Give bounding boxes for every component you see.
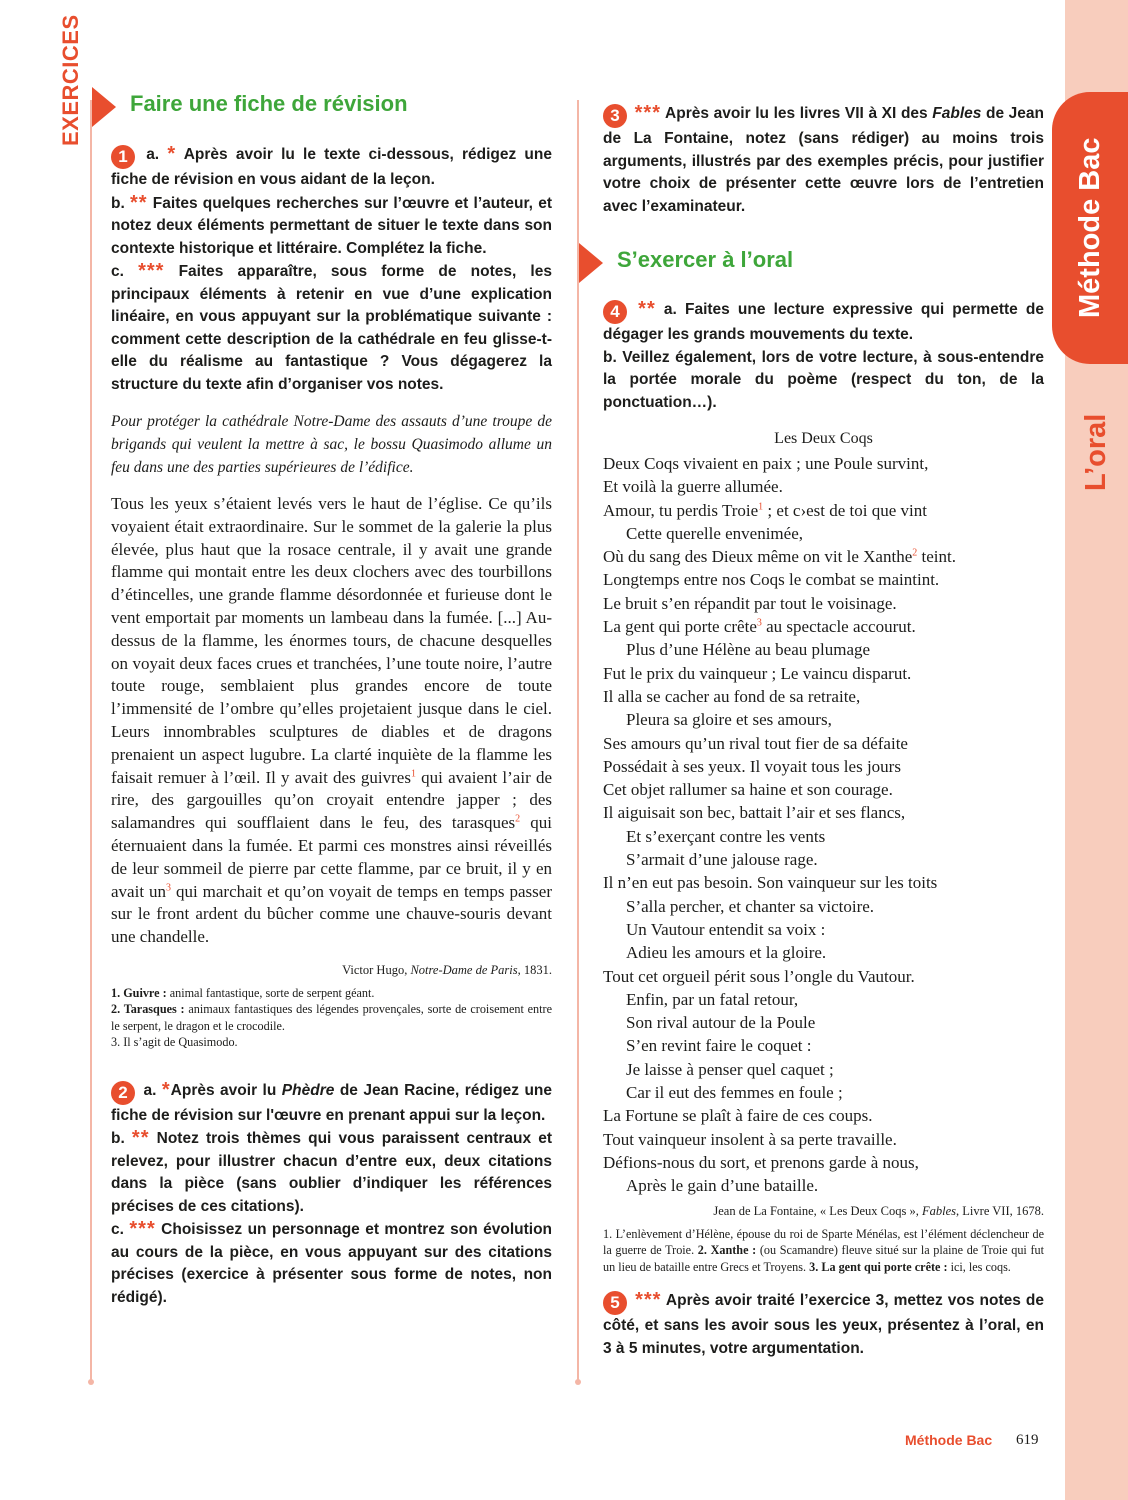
poem-line: Amour, tu perdis Troie$^1$ ; et c›est de toi que vint [603,500,927,520]
poem-line: S’armait d’une jalouse rage. [626,850,818,870]
poem-line: Je laisse à penser quel caquet ; [626,1059,834,1079]
difficulty-stars: ** [638,298,656,320]
poem-line: Adieu les amours et la gloire. [626,943,827,963]
exercise-5: 5 *** Après avoir traité l’exercice 3, mettez vos notes de côté, et sans les avoir sous les yeux, présentez à l’oral, en 3 à 5 minutes, votre argumentation. [603,1289,1045,1357]
poem-line: Plus d’une Hélène au beau plumage [626,640,871,660]
footnote-ref: 3 [166,881,171,893]
footnote-ref: 3 [756,617,762,629]
poem-title: Les Deux Coqs [774,430,873,447]
methode-bac-tab [1052,92,1128,364]
poem-line: Le bruit s’en répandit par tout le voisinage. [603,593,897,613]
exercise-3: 3 *** Après avoir lu les livres VII à XI des Fables de Jean de La Fontaine, notez (sans rédiger) au moins trois arguments, illustrés par des exemples précis, pour justifier votre choix de présenter cette œuvre lors de l’entretien avec l’examinateur. [603,102,1045,215]
methode-bac-label: Méthode Bac [1074,137,1106,319]
poem-line: Il alla se cacher au fond de sa retraite, [603,686,861,706]
poem-line: Un Vautour entendit sa voix : [626,919,826,939]
poem-line: Deux Coqs vivaient en paix ; une Poule survint, [603,454,929,473]
difficulty-stars: *** [129,1218,156,1241]
hugo-excerpt: Tous les yeux s’étaient levés vers le haut de l’église. Ce qu’ils voyaient était extraordinaire. Sur le sommet de la galerie la plus élevée, plus haut que la rosace centrale, il y avait une grande flamme qui montait entre les deux clochers avec des tourbillons d’étincelles, une grande flamme désordonnée et furieuse dont le vent emportait par moments un lambeau dans la fumée. [...] Au-dessus de la flamme, les énormes tours, de chacune desquelles on voyait deux faces crues et tranchées, l’une toute noire, l’autre toute rouge, semblaient plus grandes encore de toute l’immensité de l’ombre qu’elles projetaient jusque dans le ciel. Leurs innombrables sculptures de diables et de dragons prenaient un aspect lugubre. La clarté inquiète de la flamme les faisait remuer à l’œil. Il y avait des guivres$^1$ qui avaient l’air de rire, des gargouilles qu’on croyait entendre japper ; des salamandres qui soufflaient dans le feu, des tarasques$^2$ qui éternuaient dans la fumée. Et parmi ces monstres ainsi réveillés de leur sommeil de pierre par cette flamme, par ce bruit, il y en avait $un^3$ qui marchait et qu’on voyait de temps en temps passer sur le front ardent du bûcher comme une chauve-souris devant une chandelle. [111,494,552,947]
poem-line: La gent qui porte crête$^3$ au spectacle accourut. [603,617,916,637]
poem-line: Enfin, par un fatal retour, [626,989,799,1009]
exercise-number-badge: 4 [603,300,627,324]
footnote-ref: 1 [758,500,764,512]
poem [603,452,1044,1198]
poem-footnotes: 1. L’enlèvement d’Hélène, épouse du roi de Sparte Ménélas, est l’élément déclencheur de la guerre de Troie. 2. Xanthe : (ou Scamandre) fleuve situé sur la plaine de Troie qui fut un lieu de bataille entre Grecs et Troyens. 3. La gent qui porte crête : ici, les coqs. [603,1226,1044,1274]
exercices-label: EXERCICES [58,14,83,146]
exercise-number-badge: 2 [111,1081,135,1105]
section-arrow-icon [92,87,116,127]
footnote-ref: 1 [410,767,416,779]
poem-line: Où du sang des Dieux même on vit le Xanthe$^2$ teint. [603,547,956,567]
exercise-2: 2 a. *Après avoir lu Phèdre de Jean Racine, rédigez une fiche de révision sur l'œuvre en prenant appui sur la leçon. b. ** Notez trois thèmes qui vous paraissent centraux et relevez, pour illustrer chacun d’entre eux, deux citations dans la pièce (sans oublier d’indiquer les références précises de ces citations). c. *** Choisissez un personnage et montrez son évolution au cours de la pièce, en vous appuyant sur des citations précises (exercice à présenter sous forme de notes, non rédigé). [111,1078,553,1306]
oral-tab-label: L’oral [1080,413,1112,491]
poem-line: Et s’exerçant contre les vents [626,826,826,846]
right-column-oral [603,298,1044,1360]
middle-column-rule [577,100,579,1382]
difficulty-stars: ** [130,191,148,214]
exercise-number-badge: 5 [603,1291,627,1315]
poem-line: Défions-nous du sort, et prenons garde à nous, [603,1152,919,1172]
poem-line: Il aiguisait son bec, battait l’air et ses flancs, [603,803,906,823]
difficulty-stars: *** [634,102,661,124]
poem-line: Ses amours qu’un rival tout fier de sa défaite [603,733,908,753]
poem-line: Tout cet orgueil périt sous l’ongle du Vautour. [603,966,915,986]
left-column [111,143,552,1309]
poem-line: Cet objet rallumer sa haine et son courage. [603,780,893,800]
section-arrow-icon [579,243,603,283]
poem-line: Cette querelle envenimée, [626,523,803,543]
footnote-ref: 2 [515,813,521,825]
left-column-rule [90,100,92,1382]
poem-line: Tout vainqueur insolent à sa perte travaille. [603,1129,897,1149]
right-column [603,102,1044,218]
poem-line: Longtemps entre nos Coqs le combat se maintint. [603,570,940,590]
poem-source: Jean de La Fontaine, « Les Deux Coqs », Fables, Livre VII, 1678. [713,1203,1044,1218]
exercise-1: 1 a. * Après avoir lu le texte ci-dessous, rédigez une fiche de révision en vous aidant de la leçon. b. ** Faites quelques recherches sur l’œuvre et l’auteur, et notez deux éléments permettant de situer le texte dans son contexte historique et littéraire. Complétez la fiche. c. *** Faites apparaître, sous forme de notes, les principaux éléments à retenir en vue d’une explication linéaire, en vous appuyant sur la problématique suivante : comment cette description de la cathédrale en feu glisse-t-elle du réalisme au fantastique ? Vous dégagerez la structure du texte afin d’organiser vos notes. [111,143,552,393]
text-introduction: Pour protéger la cathédrale Notre-Dame des assauts d’une troupe de brigands qui veulent la mettre à sac, le bossu Quasimodo allume un feu dans une des parties supérieures de l’édifice. [111,413,552,476]
excerpt-source: Victor Hugo, Notre-Dame de Paris, 1831. [342,962,552,977]
difficulty-stars: *** [635,1289,662,1311]
poem-line: S’en revint faire le coquet : [626,1036,812,1056]
poem-line: Son rival autour de la Poule [626,1013,816,1033]
footnotes: 1. Guivre : animal fantastique, sorte de serpent géant. 2. Tarasques : animaux fantastiques des légendes provençales, sorte de croisement entre le serpent, le dragon et le crocodile. 3. Il s’agit de Quasimodo. [111,985,552,1050]
page-number: 619 [1016,1432,1039,1448]
difficulty-stars: * [161,1078,171,1101]
poem-line: Et voilà la guerre allumée. [603,477,783,497]
poem-line: Possédait à ses yeux. Il voyait tous les jours [603,756,901,776]
poem-line: Il n’en eut pas besoin. Son vainqueur sur les toits [603,873,938,893]
footer-label: Méthode Bac [905,1432,993,1448]
poem-line: Pleura sa gloire et ses amours, [626,710,832,730]
difficulty-stars: ** [131,1127,150,1150]
poem-line: La Fortune se plaît à faire de ces coups. [603,1106,873,1126]
poem-line: Fut le prix du vainqueur ; Le vaincu disparut. [603,663,912,683]
difficulty-stars: *** [138,260,165,282]
poem-line: Après le gain d’une bataille. [626,1176,819,1196]
poem-line: S’alla percher, et chanter sa victoire. [626,896,875,916]
exercise-number-badge: 3 [603,104,627,128]
difficulty-stars: * [167,143,177,165]
exercise-4: 4 ** a. Faites une lecture expressive qui permette de dégager les grands mouvements du texte. b. Veillez également, lors de votre lecture, à sous-entendre la portée morale du poème (respect du ton, de la ponctuation…). [603,298,1045,411]
poem-line: Car il eut des femmes en foule ; [626,1083,843,1103]
section-title: S’exercer à l’oral [617,247,794,272]
section-title: Faire une fiche de révision [130,91,408,116]
footnote-ref: 2 [912,547,918,559]
exercise-number-badge: 1 [111,145,135,169]
